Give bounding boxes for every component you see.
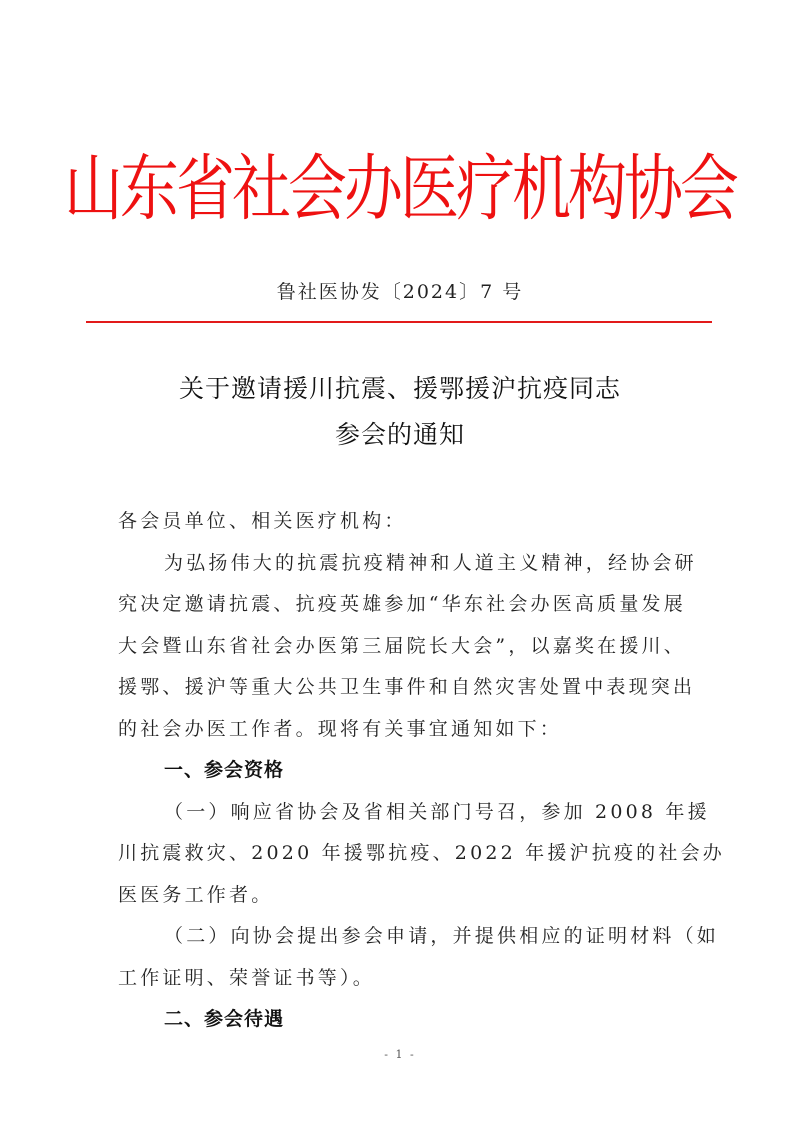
section-heading-qualification: 一、参会资格 [164,759,285,781]
title-line-2: 参会的通知 [334,420,465,449]
paragraph-line: 为弘扬伟大的抗震抗疫精神和人道主义精神，经协会研 [164,551,697,574]
paragraph-line: 医医务工作者。 [118,883,274,906]
paragraph-line: 的社会办医工作者。现将有关事宜通知如下： [118,717,563,740]
masthead [64,138,737,238]
paragraph-line: （二）向协会提出参会申请，并提供相应的证明材料（如 [164,925,720,947]
document-title [0,366,800,458]
salutation: 各会员单位、相关医疗机构： [118,510,407,532]
organization-name: 山东省社会办医疗机构协会 [64,145,737,231]
paragraph-line: 川抗震救灾、2020 年援鄂抗疫、2022 年援沪抗疫的社会办 [118,842,725,864]
section-heading-benefits: 二、参会待遇 [164,1008,285,1030]
paragraph-line: 援鄂、援沪等重大公共卫生事件和自然灾害处置中表现突出 [118,676,696,698]
page-number: - 1 - [384,1048,416,1061]
paragraph-line: （一）响应省协会及省相关部门号召，参加 2008 年援 [164,800,710,823]
document-body [118,501,725,1041]
title-line-1: 关于邀请援川抗震、援鄂援沪抗疫同志 [178,374,621,403]
paragraph-line: 工作证明、荣誉证书等）。 [118,966,375,989]
paragraph-line: 大会暨山东省社会办医第三届院长大会”，以嘉奖在援川、 [118,634,686,657]
document-number: 鲁社医协发〔2024〕7 号 [276,281,524,303]
paragraph-line: 究决定邀请抗震、抗疫英雄参加“华东社会办医高质量发展 [118,593,686,615]
red-divider-line [86,321,712,323]
